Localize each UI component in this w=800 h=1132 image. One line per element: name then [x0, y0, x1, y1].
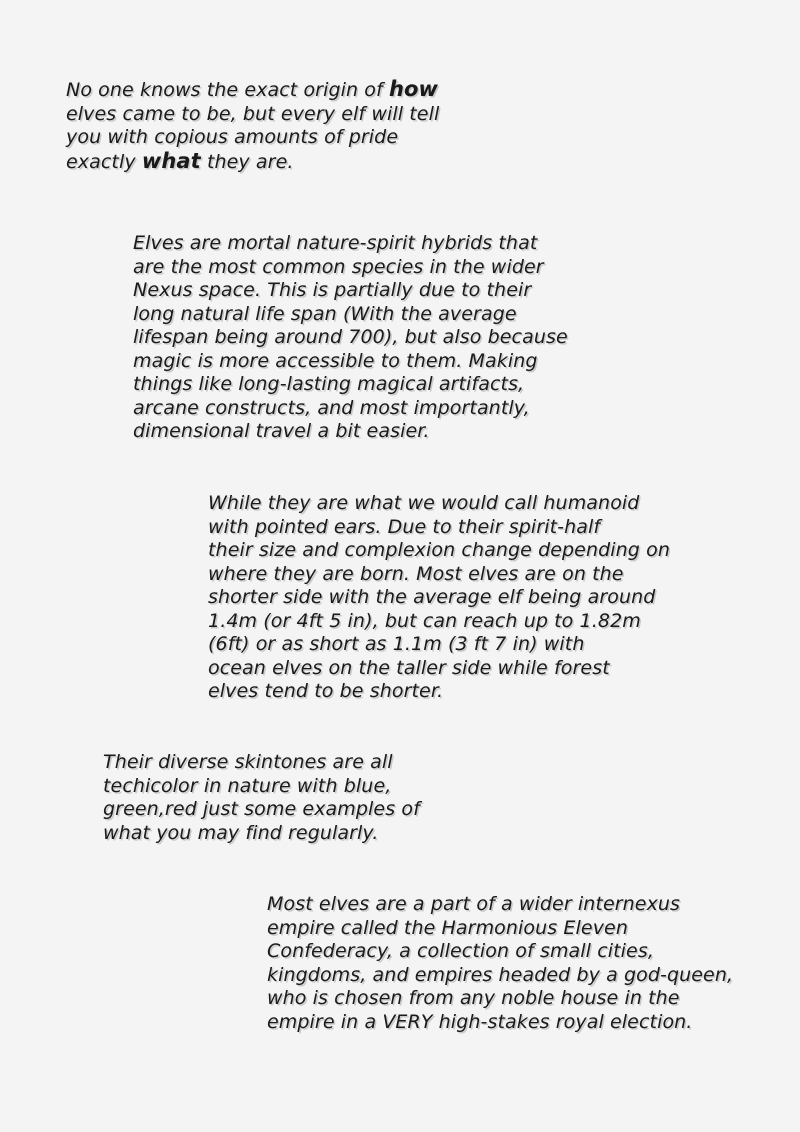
- paragraph-line: Most elves are a part of a wider internexus: [267, 893, 681, 915]
- paragraph-line: their size and complexion change depending on: [208, 539, 670, 561]
- paragraph-line: things like long-lasting magical artifacts,: [133, 373, 525, 395]
- paragraph-elves-skintones: [103, 751, 420, 845]
- paragraph-line: lifespan being around 700), but also because: [133, 326, 568, 348]
- paragraph-line: empire called the Harmonious Eleven: [267, 916, 628, 939]
- paragraph-elves-nature: [133, 232, 568, 444]
- emphasis-what: what: [141, 148, 201, 173]
- paragraph-line: elves tend to be shorter.: [208, 680, 444, 702]
- paragraph-line: green,red just some examples of: [103, 798, 420, 820]
- intro-line: [66, 150, 439, 175]
- paragraph-line: Nexus space. This is partially due to their: [133, 279, 532, 301]
- paragraph-line: shorter side with the average elf being around: [208, 586, 656, 608]
- paragraph-line: kingdoms, and empires headed by a god-queen,: [267, 963, 734, 986]
- paragraph-line: While they are what we would call humanoid: [208, 492, 640, 514]
- paragraph-elves-confederacy: [267, 893, 733, 1034]
- intro-paragraph: [66, 78, 439, 174]
- intro-line: [66, 78, 439, 103]
- paragraph-elves-appearance: [208, 492, 670, 704]
- paragraph-line: who is chosen from any noble house in the: [267, 987, 680, 1009]
- paragraph-line: arcane constructs, and most importantly,: [133, 396, 530, 419]
- paragraph-line: (6ft) or as short as 1.1m (3 ft 7 in) with: [208, 633, 585, 655]
- paragraph-line: Elves are mortal nature-spirit hybrids that: [133, 232, 538, 254]
- paragraph-line: Their diverse skintones are all: [103, 751, 393, 773]
- paragraph-line: with pointed ears. Due to their spirit-half: [208, 515, 601, 538]
- paragraph-line: long natural life span (With the average: [133, 302, 517, 325]
- paragraph-line: empire in a VERY high-stakes royal election.: [267, 1010, 693, 1033]
- intro-text: exactly: [66, 150, 142, 173]
- paragraph-line: dimensional travel a bit easier.: [133, 420, 430, 442]
- intro-text: they are.: [200, 150, 294, 173]
- paragraph-line: where they are born. Most elves are on the: [208, 562, 624, 585]
- paragraph-line: 1.4m (or 4ft 5 in), but can reach up to 1.82m: [208, 609, 641, 632]
- paragraph-line: Confederacy, a collection of small cities,: [267, 940, 654, 962]
- emphasis-how: how: [388, 77, 439, 101]
- paragraph-line: magic is more accessible to them. Making: [133, 349, 538, 372]
- paragraph-line: techicolor in nature with blue,: [103, 774, 392, 797]
- paragraph-line: what you may find regularly.: [103, 821, 379, 844]
- intro-line: you with copious amounts of pride: [66, 126, 399, 148]
- intro-text: No one knows the exact origin of: [66, 79, 389, 101]
- paragraph-line: are the most common species in the wider: [133, 255, 544, 278]
- paragraph-line: ocean elves on the taller side while forest: [208, 656, 610, 679]
- intro-line: elves came to be, but every elf will tell: [66, 102, 440, 125]
